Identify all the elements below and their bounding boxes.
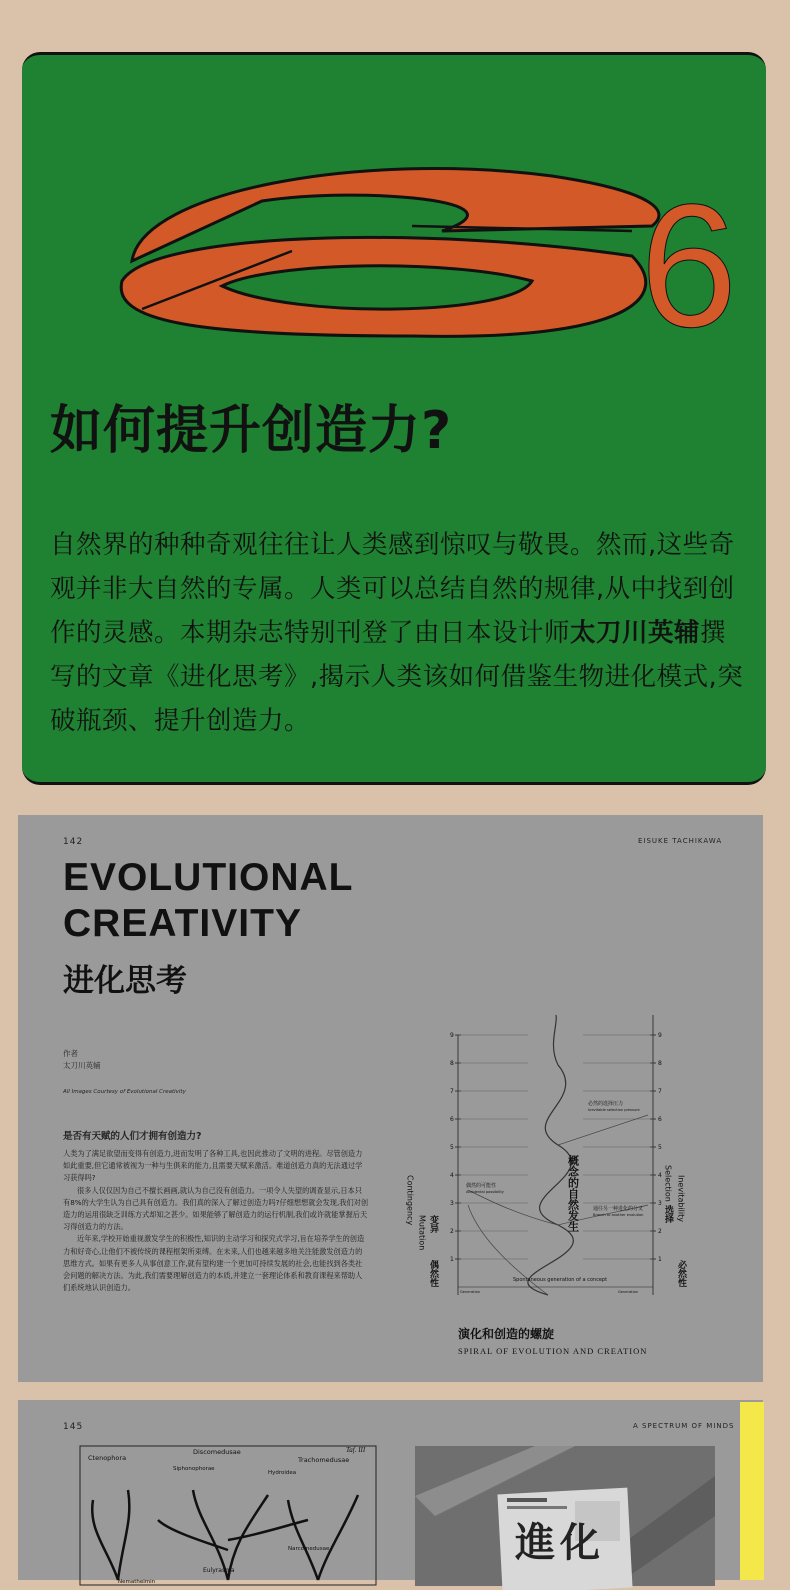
label-contingency-cn: 偶然性 [428, 1260, 438, 1287]
axis-tick-label: 3 [658, 1200, 662, 1207]
diagram-vertical-title: 概念的自然发生 [566, 1155, 580, 1232]
haeckel-tree-illustration [78, 1440, 378, 1585]
axis-tick-label: 5 [658, 1144, 662, 1151]
accent-bar [740, 1402, 764, 1580]
intro-paragraph [50, 523, 750, 743]
diagram-label-accidental-en: Accidental possibility [466, 1190, 504, 1194]
spiral-diagram [398, 1005, 698, 1345]
page-title: 如何提升创造力? [50, 401, 453, 461]
plate-label: Taf. III [346, 1446, 366, 1454]
axis-tick-label: 8 [450, 1060, 454, 1067]
body-paragraph: 很多人仅仅因为自己不擅长画画,就认为自己没有创造力。一项令人失望的调查显示,日本只有8%的大学生认为自己具有创造力。我们真的深入了解过创造力吗?仔细想想就会发现,我们对创造力的运用很缺乏训练方式却知之甚少。如果能够了解创造力的运行机制,我们或许就能掌握后天习得创造力的方法。 [63, 1185, 369, 1232]
title-line-1: EVOLUTIONAL [63, 856, 354, 899]
diagram-label-selection: 必然的选择压力 [588, 1101, 624, 1107]
axis-tick-label: 9 [450, 1032, 454, 1039]
label-mutation-en: Mutation [417, 1215, 427, 1251]
diagram-label-accidental: 偶然的可能性 [466, 1183, 497, 1189]
diagram-label-generation: Generation [618, 1290, 639, 1294]
book-photo [415, 1446, 715, 1586]
svg-text:進: 進 [515, 1520, 555, 1566]
intro-text-1: 自然界的种种奇观往往让人类感到惊叹与敬畏。然而,这些奇观并非大自然的专属。人类可以总结自然的规律,从中找到创作的灵感。本期杂志特别刊登了由日本设计师 [50, 530, 735, 648]
label-selection-en: Selection [663, 1165, 673, 1202]
axis-tick-label: 4 [450, 1172, 454, 1179]
axis-tick-label: 6 [450, 1116, 454, 1123]
axis-tick-label: 2 [658, 1228, 662, 1235]
label-mutation-cn: 变异 [428, 1215, 438, 1233]
diagram-label-generation: Generation [460, 1290, 481, 1294]
tree-label: Narcomedusae [288, 1546, 330, 1552]
body-paragraph: 近年来,学校开始重视激发学生的积极性,知识的主动学习和探究式学习,旨在培养学生的创造力和好奇心,让他们不被传统的课程框架所束缚。在未来,人们也越来越多地关注能激发创造力的思维方式。如果有更多人从事创意工作,就有望构建一个更加可持续发展的社会,也能找到各类社会问题的解决方法。为此,我们需要理解创造力的本质,并建立一套理论体系和教育课程来帮助人们系统地认识创造力。 [63, 1234, 365, 1293]
article-title-en [63, 855, 354, 947]
axis-tick-label: 1 [658, 1256, 662, 1263]
article-title-cn: 进化思考 [63, 963, 187, 999]
running-head: A SPECTRUM OF MINDS [633, 1422, 735, 1430]
tree-label: Siphonophorae [173, 1466, 215, 1472]
designer-name: 太刀川英辅 [570, 618, 701, 648]
tree-label: Ctenophora [88, 1454, 127, 1462]
section-heading: 是否有天赋的人们才拥有创造力? [63, 1131, 202, 1142]
axis-tick-label: 5 [450, 1144, 454, 1151]
article-body [63, 1148, 368, 1294]
diagram-caption-cn: 演化和创造的螺旋 [458, 1327, 555, 1341]
issue-number: 6 [640, 169, 738, 364]
axis-tick-label: 9 [658, 1032, 662, 1039]
tree-label: Trachomedusae [298, 1456, 350, 1464]
running-head: EISUKE TACHIKAWA [638, 837, 723, 845]
svg-text:化: 化 [560, 1520, 600, 1566]
right-axis-ticks [583, 1032, 662, 1263]
diagram-caption-en: SPIRAL OF EVOLUTION AND CREATION [458, 1346, 648, 1356]
magazine-spread-1 [18, 815, 763, 1382]
issue-logo [112, 131, 762, 364]
author-label: 作者 [63, 1049, 78, 1058]
axis-tick-label: 3 [450, 1200, 454, 1207]
axis-tick-label: 1 [450, 1256, 454, 1263]
body-paragraph: 人类为了满足欲望而变得有创造力,进而发明了各种工具,也因此推动了文明的进程。尽管创造力如此重要,但它通常被视为一种与生俱来的能力,且需要天赋来激活。难道创造力真的无法通过学习获得吗? [63, 1149, 363, 1183]
page-number: 145 [63, 1422, 84, 1432]
tree-label: Discomedusae [193, 1448, 241, 1456]
tree-label: Eulyrasma [203, 1567, 235, 1574]
label-selection-cn: 选择 [663, 1205, 673, 1223]
axis-tick-label: 8 [658, 1060, 662, 1067]
author-value: 太刀川英辅 [63, 1061, 101, 1070]
axis-tick-label: 4 [658, 1172, 662, 1179]
tree-label: Nemathelmin [118, 1579, 156, 1585]
tree-label: Hydroidea [268, 1470, 297, 1476]
diagram-label-next: 通往另一种进化的分叉 [593, 1206, 644, 1212]
axis-tick-label: 2 [450, 1228, 454, 1235]
diagram-label-spontaneous: Spontaneous generation of a concept [513, 1277, 608, 1283]
intro-text-2: 撰写的文章《进化思考》,揭示人类该如何借鉴生物进化模式,突破瓶颈、提升创造力。 [50, 618, 744, 736]
page-number: 142 [63, 837, 84, 847]
left-axis-ticks [450, 1032, 528, 1263]
intro-card [22, 52, 766, 785]
image-credit: All Images Courtesy of Evolutional Creativity [63, 1089, 186, 1095]
title-line-2: CREATIVITY [63, 902, 302, 945]
label-inevitability-cn: 必然性 [676, 1260, 686, 1287]
label-inevitability-en: Inevitability [676, 1175, 686, 1222]
label-contingency-en: Contingency [405, 1175, 415, 1226]
axis-tick-label: 6 [658, 1116, 662, 1123]
book-photo-art [415, 1446, 715, 1586]
axis-tick-label: 7 [450, 1088, 454, 1095]
magazine-spread-2 [18, 1400, 763, 1585]
diagram-label-selection-en: Inevitable selection pressure [588, 1108, 640, 1112]
axis-tick-label: 7 [658, 1088, 662, 1095]
diagram-label-next-en: Branch to another evolution [593, 1213, 644, 1217]
